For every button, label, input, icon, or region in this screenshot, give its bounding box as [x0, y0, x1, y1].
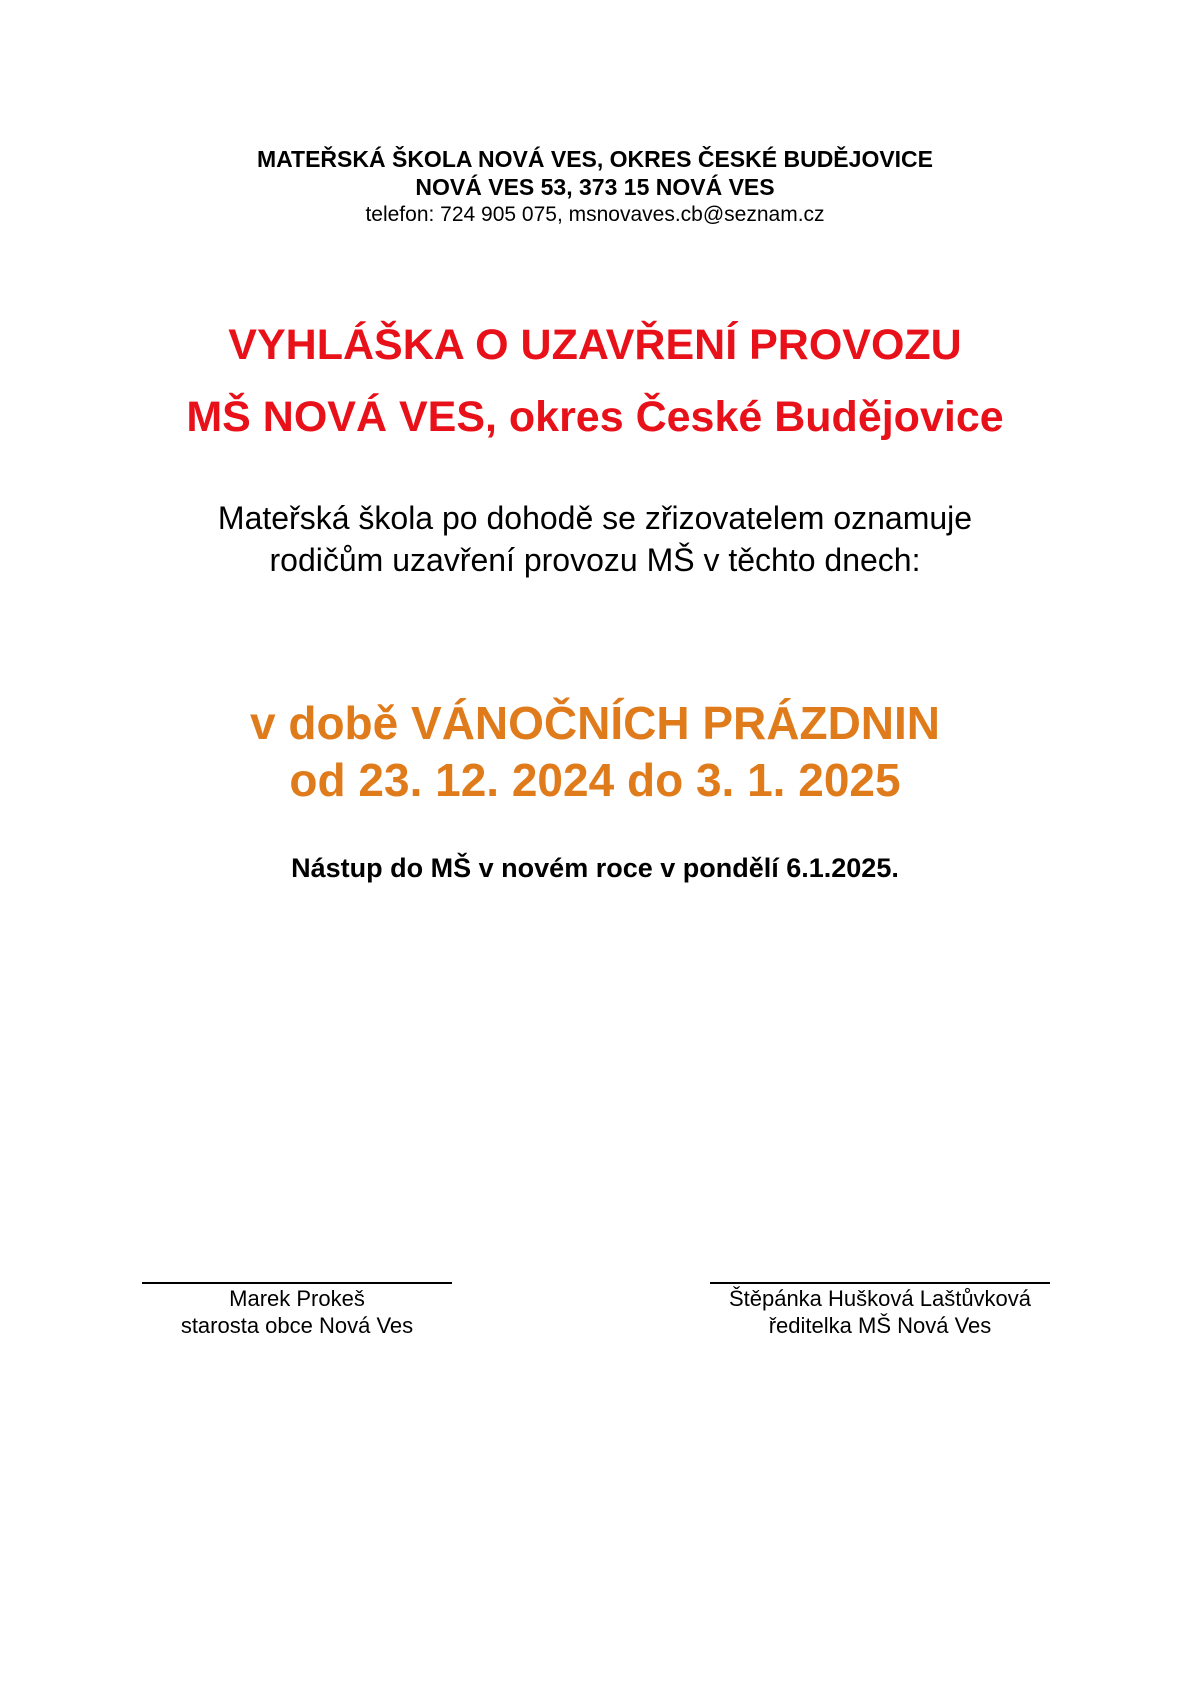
left-signature-name: Marek Prokeš [229, 1286, 365, 1311]
notice-intro-line-2: rodičům uzavření provozu MŠ v těchto dnech: [269, 542, 921, 578]
school-contact: telefon: 724 905 075, msnovaves.cb@seznam.cz [365, 203, 825, 226]
notice-title-line-1: VYHLÁŠKA O UZAVŘENÍ PROVOZU [228, 321, 962, 369]
right-signature-role: ředitelka MŠ Nová Ves [768, 1313, 992, 1338]
closure-period-line-1: v době VÁNOČNÍCH PRÁZDNIN [249, 697, 941, 749]
school-address: NOVÁ VES 53, 373 15 NOVÁ VES [415, 174, 775, 200]
notice-intro-line-1: Mateřská škola po dohodě se zřizovatelem oznamuje [217, 500, 973, 536]
right-signature-line [710, 1282, 1050, 1284]
left-signature-line [142, 1282, 452, 1284]
return-note: Nástup do MŠ v novém roce v pondělí 6.1.2025. [291, 853, 899, 883]
right-signature-name: Štěpánka Hušková Laštůvková [728, 1286, 1032, 1311]
left-signature-role: starosta obce Nová Ves [180, 1313, 414, 1338]
school-name: MATEŘSKÁ ŠKOLA NOVÁ VES, OKRES ČESKÉ BUDĚJOVICE [256, 146, 934, 172]
notice-title-line-2: MŠ NOVÁ VES, okres České Budějovice [186, 393, 1004, 441]
closure-period-line-2: od 23. 12. 2024 do 3. 1. 2025 [289, 754, 901, 806]
